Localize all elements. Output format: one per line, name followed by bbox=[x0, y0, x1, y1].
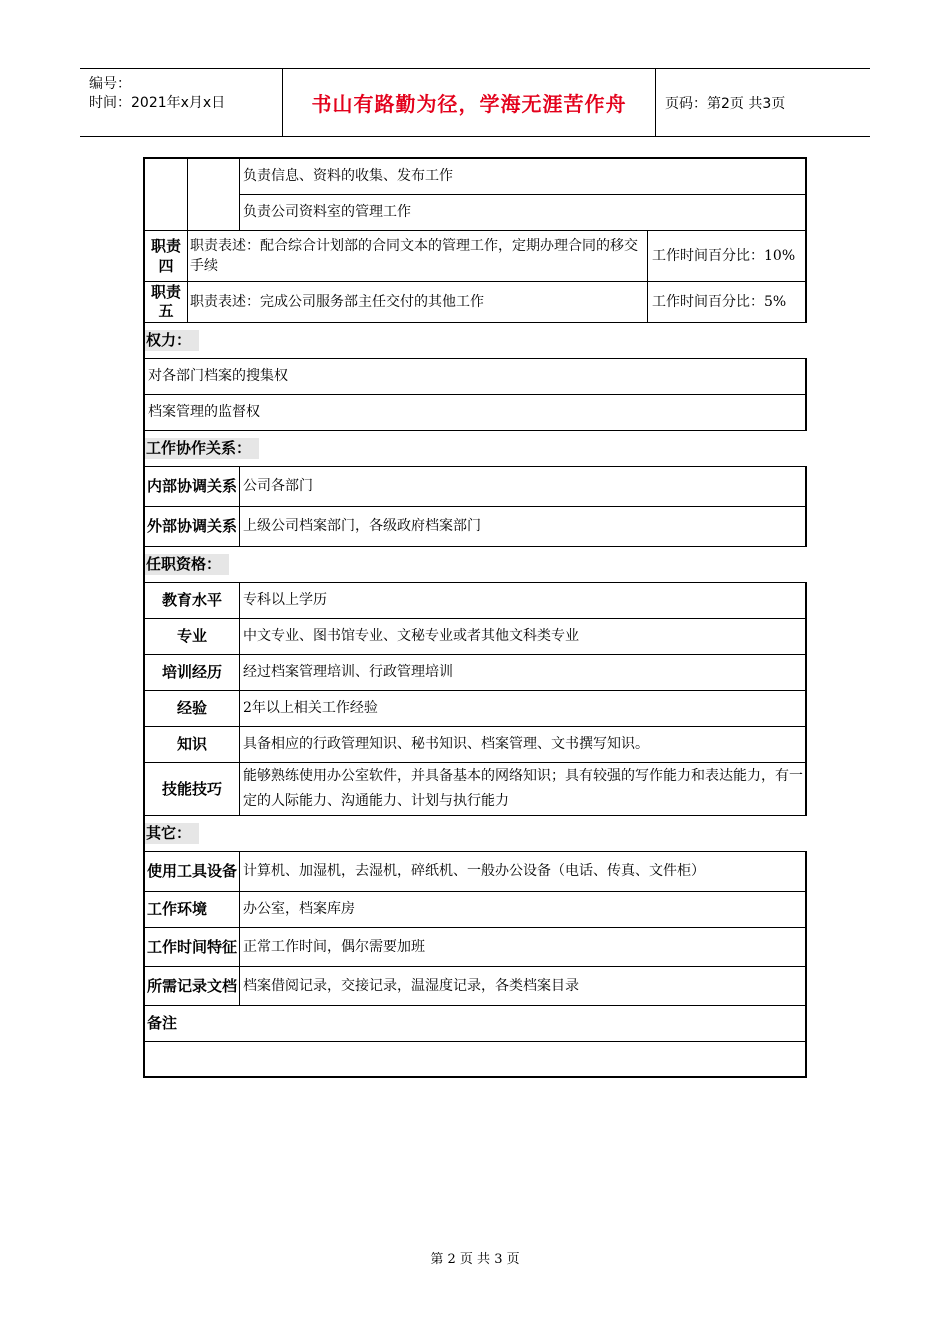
duty5-label bbox=[145, 282, 188, 323]
power-item-text: 档案管理的监督权 bbox=[148, 404, 260, 420]
duty4-label-text: 职责四 bbox=[150, 237, 181, 275]
qualification-value-text: 能够熟练使用办公室软件，并具备基本的网络知识；具有较强的写作能力和表达能力，有一定的人际能力、沟通能力、计划与执行能力 bbox=[243, 768, 803, 809]
qualification-label bbox=[145, 619, 240, 655]
internal-relations-label-text: 内部协调关系 bbox=[147, 477, 238, 495]
duty-item-text: 负责公司资料室的管理工作 bbox=[243, 204, 411, 220]
duty5-time-share bbox=[648, 282, 807, 323]
section-qualifications-title: 任职资格： bbox=[145, 554, 229, 575]
page-footer: 第 2 页 共 3 页 bbox=[430, 1252, 520, 1267]
remarks-header bbox=[145, 1006, 807, 1042]
qualification-label-text: 教育水平 bbox=[161, 591, 222, 609]
other-value bbox=[240, 967, 807, 1006]
qualification-label-text: 经验 bbox=[176, 699, 207, 717]
other-value-text: 正常工作时间，偶尔需要加班 bbox=[243, 938, 425, 955]
other-label bbox=[145, 892, 240, 928]
duty5-time-share-text: 工作时间百分比：5% bbox=[652, 293, 787, 310]
qualification-value-text: 2年以上相关工作经验 bbox=[243, 700, 378, 716]
other-label-text: 工作时间特征 bbox=[147, 937, 238, 956]
job-description-table bbox=[143, 157, 807, 1078]
document-date: 时间：2021年x月x日 bbox=[89, 95, 226, 111]
other-value-text: 办公室，档案库房 bbox=[243, 901, 355, 917]
page-header bbox=[80, 68, 870, 137]
duty-sub-label-cell bbox=[188, 159, 240, 231]
qualification-value bbox=[240, 619, 807, 655]
qualification-label bbox=[145, 727, 240, 763]
header-motto: 书山有路勤为径，学海无涯苦作舟 bbox=[311, 92, 627, 116]
document-number-label: 编号： bbox=[89, 76, 131, 92]
power-item bbox=[145, 359, 807, 395]
duty-item-text: 负责信息、资料的收集、发布工作 bbox=[243, 168, 453, 184]
qualification-label-text: 知识 bbox=[176, 735, 207, 753]
duty5-description bbox=[188, 282, 648, 323]
internal-relations-value bbox=[240, 467, 807, 507]
qualification-value bbox=[240, 655, 807, 691]
other-label bbox=[145, 967, 240, 1006]
other-value bbox=[240, 928, 807, 967]
qualification-label bbox=[145, 691, 240, 727]
qualification-value-text: 具备相应的行政管理知识、秘书知识、档案管理、文书撰写知识。 bbox=[243, 736, 649, 752]
external-relations-label bbox=[145, 507, 240, 547]
qualification-label bbox=[145, 763, 240, 816]
duty4-description-text: 职责表述：配合综合计划部的合同文本的管理工作，定期办理合同的移交手续 bbox=[190, 238, 638, 274]
remarks-value bbox=[145, 1042, 807, 1076]
section-relations-title: 工作协作关系： bbox=[145, 438, 259, 459]
external-relations-label-text: 外部协调关系 bbox=[147, 517, 238, 535]
header-meta bbox=[80, 69, 282, 136]
section-others-title: 其它： bbox=[145, 823, 199, 844]
qualification-label-text: 技能技巧 bbox=[161, 779, 222, 798]
section-relations-header bbox=[145, 431, 807, 467]
section-qualifications-header bbox=[145, 547, 807, 583]
duty4-time-share bbox=[648, 231, 807, 282]
duty4-description bbox=[188, 231, 648, 282]
power-item bbox=[145, 395, 807, 431]
remarks-title: 备注 bbox=[147, 1014, 178, 1032]
duty5-description-text: 职责表述：完成公司服务部主任交付的其他工作 bbox=[190, 293, 484, 310]
other-value-text: 档案借阅记录，交接记录，温湿度记录，各类档案目录 bbox=[243, 977, 579, 994]
power-item-text: 对各部门档案的搜集权 bbox=[148, 368, 288, 384]
qualification-value-text: 专科以上学历 bbox=[243, 592, 327, 608]
section-powers-title: 权力： bbox=[145, 330, 199, 351]
duty-label-cell bbox=[145, 159, 188, 231]
other-label bbox=[145, 928, 240, 967]
internal-relations-value-text: 公司各部门 bbox=[243, 478, 313, 494]
section-others-header bbox=[145, 816, 807, 852]
duty5-label-text: 职责五 bbox=[150, 283, 181, 320]
qualification-value-text: 中文专业、图书馆专业、文秘专业或者其他文科类专业 bbox=[243, 628, 579, 644]
header-page-info: 页码：第2页 共3页 bbox=[665, 95, 786, 112]
internal-relations-label bbox=[145, 467, 240, 507]
qualification-value-text: 经过档案管理培训、行政管理培训 bbox=[243, 664, 453, 680]
duty4-time-share-text: 工作时间百分比：10% bbox=[652, 248, 796, 264]
qualification-label bbox=[145, 655, 240, 691]
other-label bbox=[145, 852, 240, 892]
duty-item bbox=[240, 159, 807, 195]
external-relations-value-text: 上级公司档案部门，各级政府档案部门 bbox=[243, 518, 481, 534]
other-value bbox=[240, 852, 807, 892]
duty-item bbox=[240, 195, 807, 231]
qualification-value bbox=[240, 583, 807, 619]
qualification-value bbox=[240, 691, 807, 727]
qualification-label-text: 培训经历 bbox=[161, 663, 222, 681]
other-label-text: 工作环境 bbox=[147, 900, 208, 918]
other-value bbox=[240, 892, 807, 928]
other-value-text: 计算机、加湿机，去湿机，碎纸机、一般办公设备（电话、传真、文件柜） bbox=[243, 863, 705, 879]
external-relations-value bbox=[240, 507, 807, 547]
qualification-label bbox=[145, 583, 240, 619]
header-page-cell bbox=[655, 69, 870, 136]
other-label-text: 使用工具设备 bbox=[147, 862, 238, 880]
duty4-label bbox=[145, 231, 188, 282]
header-motto-cell bbox=[282, 69, 656, 136]
qualification-value bbox=[240, 727, 807, 763]
qualification-label-text: 专业 bbox=[176, 627, 207, 645]
other-label-text: 所需记录文档 bbox=[147, 976, 238, 995]
qualification-value bbox=[240, 763, 807, 816]
section-powers-header bbox=[145, 323, 807, 359]
